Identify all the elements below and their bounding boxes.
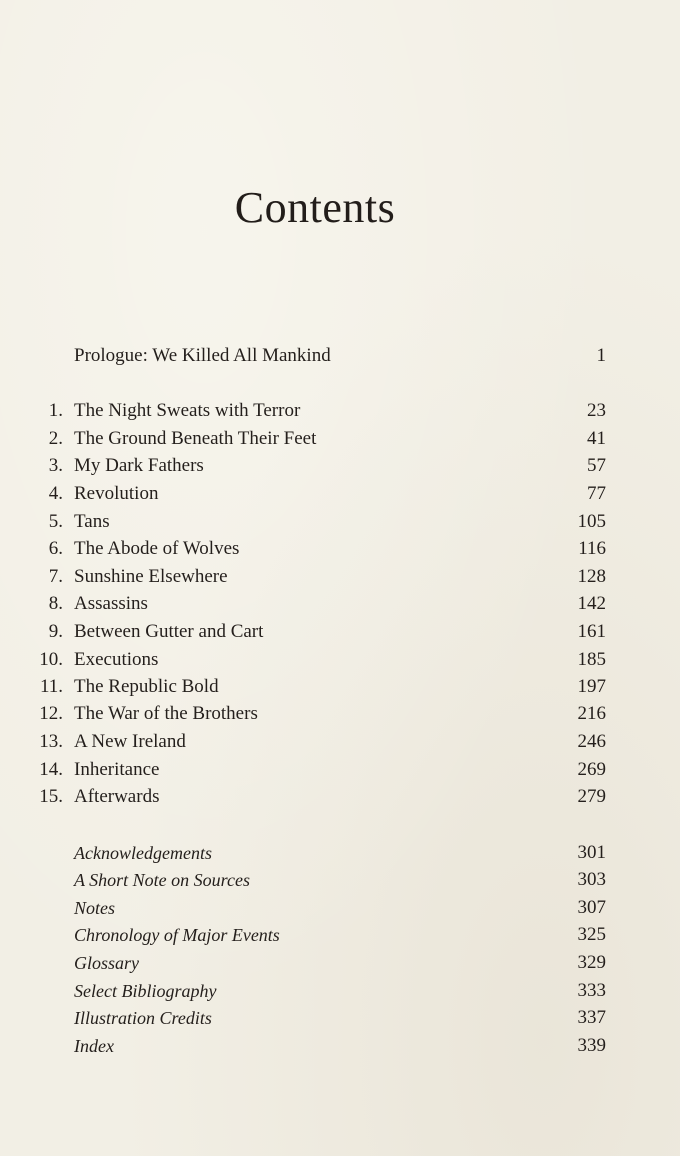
toc-entry-label: A New Ireland <box>74 731 186 752</box>
chapter-number: 1. <box>48 400 63 421</box>
toc-entry-back-matter <box>0 922 680 948</box>
toc-entry-chapter <box>0 509 680 535</box>
toc-entry-page: 337 <box>577 1007 606 1028</box>
toc-entry-page: 142 <box>577 593 606 614</box>
toc-entry-chapter <box>0 426 680 452</box>
toc-entry-back-matter <box>0 950 680 976</box>
chapter-number: 14. <box>39 759 63 780</box>
chapter-number: 3. <box>48 455 63 476</box>
toc-entry-page: 301 <box>577 842 606 863</box>
toc-entry-page: 269 <box>577 759 606 780</box>
toc-entry-back-matter <box>0 895 680 921</box>
toc-entry-page: 216 <box>577 703 606 724</box>
toc-entry-page: 161 <box>577 621 606 642</box>
toc-entry-label: Afterwards <box>74 786 160 807</box>
toc-entry-chapter <box>0 564 680 590</box>
toc-entry-label: A Short Note on Sources <box>74 870 250 890</box>
toc-entry-page: 23 <box>587 400 606 421</box>
chapter-number: 4. <box>48 483 63 504</box>
toc-entry-chapter <box>0 757 680 783</box>
toc-entry-page: 128 <box>577 566 606 587</box>
toc-entry-page: 41 <box>587 428 606 449</box>
toc-entry-page: 57 <box>587 455 606 476</box>
toc-entry-page: 303 <box>577 869 606 890</box>
toc-entry-page: 333 <box>577 980 606 1001</box>
toc-entry-back-matter <box>0 1005 680 1031</box>
toc-entry-chapter <box>0 453 680 479</box>
toc-entry-label: Assassins <box>74 593 148 614</box>
toc-entry-page: 246 <box>577 731 606 752</box>
toc-entry-back-matter <box>0 978 680 1004</box>
toc-entry-chapter <box>0 481 680 507</box>
toc-entry-chapter <box>0 647 680 673</box>
toc-entry-page: 339 <box>577 1035 606 1056</box>
toc-entry-label: My Dark Fathers <box>74 455 204 476</box>
toc-entry-label: The Abode of Wolves <box>74 538 240 559</box>
toc-entry-page: 329 <box>577 952 606 973</box>
toc-entry-chapter <box>0 784 680 810</box>
toc-entry-page: 1 <box>596 345 606 366</box>
toc-entry-label: Index <box>74 1036 114 1056</box>
toc-entry-label: Prologue: We Killed All Mankind <box>74 345 331 366</box>
chapter-number: 5. <box>48 511 63 532</box>
toc-entry-chapter <box>0 591 680 617</box>
toc-entry-page: 307 <box>577 897 606 918</box>
toc-entry-prologue <box>0 343 680 369</box>
toc-entry-page: 197 <box>577 676 606 697</box>
page-title: Contents <box>234 183 396 232</box>
toc-entry-label: Revolution <box>74 483 159 504</box>
toc-entry-label: Chronology of Major Events <box>74 925 280 945</box>
toc-entry-page: 279 <box>577 786 606 807</box>
toc-entry-label: Select Bibliography <box>74 981 217 1001</box>
toc-entry-label: Glossary <box>74 953 140 973</box>
chapter-number: 6. <box>48 538 63 559</box>
chapter-number: 12. <box>39 703 63 724</box>
chapter-number: 13. <box>39 731 63 752</box>
toc-entry-chapter <box>0 536 680 562</box>
toc-entry-back-matter <box>0 1033 680 1059</box>
chapter-number: 9. <box>48 621 63 642</box>
toc-entry-label: The War of the Brothers <box>74 703 258 724</box>
chapter-number: 15. <box>39 786 63 807</box>
chapter-number: 2. <box>48 428 63 449</box>
toc-entry-label: The Republic Bold <box>74 676 219 697</box>
chapter-number: 8. <box>48 593 63 614</box>
toc-entry-label: Executions <box>74 649 159 670</box>
toc-entry-chapter <box>0 398 680 424</box>
toc-entry-page: 325 <box>577 924 606 945</box>
toc-entry-label: The Ground Beneath Their Feet <box>74 428 317 449</box>
toc-entry-chapter <box>0 619 680 645</box>
toc-entry-page: 185 <box>577 649 606 670</box>
toc-entry-label: Inheritance <box>74 759 160 780</box>
chapter-number: 10. <box>39 649 63 670</box>
toc-entry-label: Sunshine Elsewhere <box>74 566 228 587</box>
toc-entry-label: Acknowledgements <box>74 843 212 863</box>
chapter-number: 7. <box>48 566 63 587</box>
toc-entry-chapter <box>0 701 680 727</box>
toc-entry-page: 105 <box>577 511 606 532</box>
toc-entry-page: 116 <box>578 538 606 559</box>
toc-entry-chapter <box>0 729 680 755</box>
chapter-number: 11. <box>39 676 63 697</box>
toc-entry-label: Between Gutter and Cart <box>74 621 264 642</box>
toc-entry-label: Tans <box>74 511 110 532</box>
toc-entry-back-matter <box>0 867 680 893</box>
toc-entry-chapter <box>0 674 680 700</box>
toc-entry-label: Illustration Credits <box>74 1008 212 1028</box>
toc-entry-label: The Night Sweats with Terror <box>74 400 301 421</box>
toc-entry-back-matter <box>0 840 680 866</box>
toc-entry-label: Notes <box>74 898 116 918</box>
toc-entry-page: 77 <box>587 483 606 504</box>
